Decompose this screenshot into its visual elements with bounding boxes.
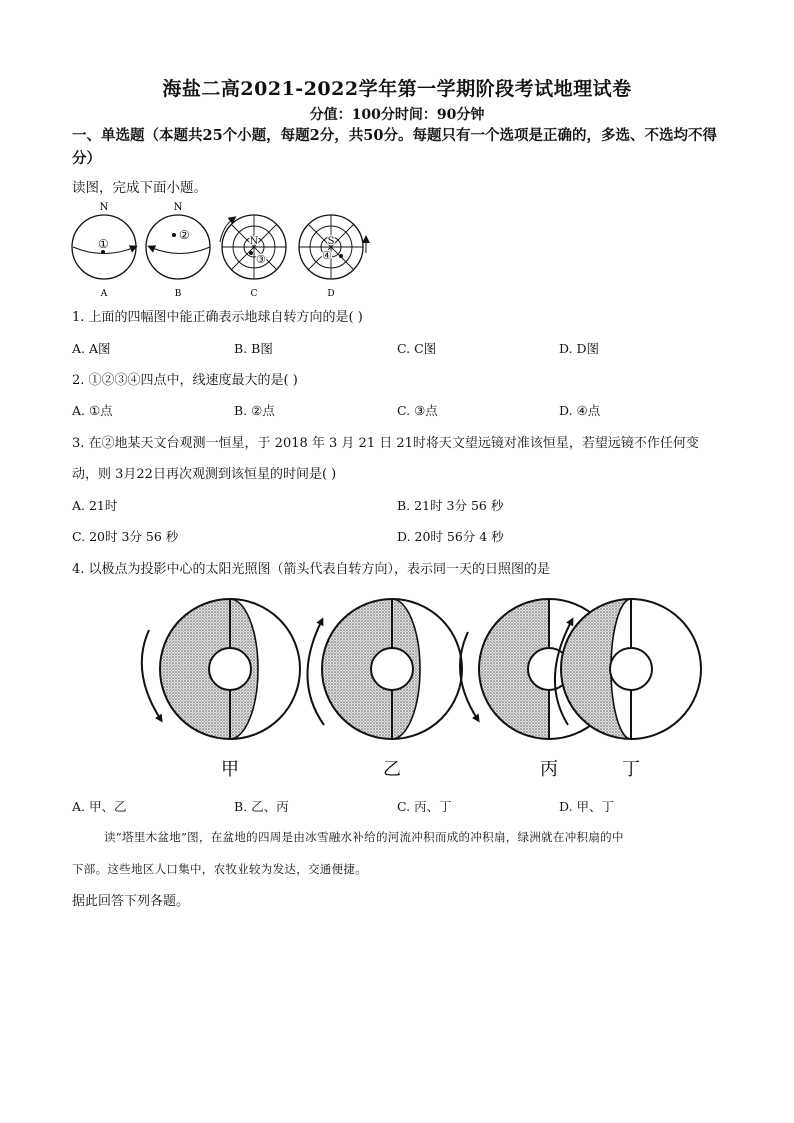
- diagram-b: [146, 202, 210, 299]
- question-3-line1: 3. 在②地某天文台观测一恒星，于 2018 年 3 月 21 日 21时将天文望远镜对准该恒星，若望远镜不作任何变: [72, 436, 699, 451]
- q4-option-c[interactable]: C. 丙、丁: [397, 799, 452, 814]
- diagram-caption: A: [100, 289, 108, 299]
- passage-line2: 下部。这些地区人口集中，农牧业较为发达，交通便捷。: [72, 862, 367, 876]
- diagram-caption: D: [327, 289, 335, 299]
- q1-option-b[interactable]: B. B图: [234, 341, 273, 356]
- point-label: ④: [322, 249, 332, 262]
- rotation-arrow-icon: [142, 630, 161, 720]
- q2-option-c[interactable]: C. ③点: [397, 403, 438, 418]
- rotation-figure: [60, 196, 400, 304]
- q3-option-b[interactable]: B. 21时 3分 56 秒: [397, 498, 504, 513]
- diagram-c: [220, 215, 286, 299]
- q4-option-b[interactable]: B. 乙、丙: [234, 799, 289, 814]
- q2-option-b[interactable]: B. ②点: [234, 403, 275, 418]
- diagram-label: 丙: [540, 759, 558, 780]
- q4-option-a[interactable]: A. 甲、乙: [72, 799, 127, 814]
- north-label: N: [173, 202, 183, 213]
- read-intro: 读图，完成下面小题。: [72, 180, 207, 196]
- diagram-d: [299, 215, 366, 299]
- pole-label: S: [327, 236, 335, 247]
- section-heading: 一、单选题（本题共25个小题，每题2分，共50分。每题只有一个选项是正确的，多选、不选均不得分）: [72, 127, 717, 167]
- q2-option-a[interactable]: A. ①点: [72, 403, 113, 418]
- q3-option-c[interactable]: C. 20时 3分 56 秒: [72, 529, 179, 544]
- q4-option-d[interactable]: D. 甲、丁: [559, 799, 615, 814]
- north-label: N: [99, 202, 109, 213]
- diagram-a: [72, 202, 136, 299]
- diagram-label: 丁: [622, 759, 640, 780]
- point-label: ②: [179, 228, 190, 242]
- question-3-line2: 动，则 3月22日再次观测到该恒星的时间是( ): [72, 467, 337, 482]
- q1-option-a[interactable]: A. A图: [72, 341, 111, 356]
- q3-option-d[interactable]: D. 20时 56分 4 秒: [397, 529, 504, 544]
- question-2: 2. ①②③④四点中，线速度最大的是( ): [72, 373, 298, 388]
- q1-option-c[interactable]: C. C图: [397, 341, 437, 356]
- score-time-subtitle: 分值：100分时间：90分钟: [309, 107, 485, 123]
- question-4: 4. 以极点为投影中心的太阳光照图（箭头代表自转方向），表示同一天的日照图的是: [72, 562, 551, 577]
- diagram-caption: C: [250, 289, 258, 299]
- q1-option-d[interactable]: D. D图: [559, 341, 600, 356]
- q2-option-d[interactable]: D. ④点: [559, 403, 601, 418]
- rotation-arrow-icon: [150, 247, 210, 254]
- rotation-arrow-icon: [460, 632, 478, 720]
- passage-followup: 据此回答下列各题。: [72, 894, 190, 909]
- diagram-label: 甲: [221, 759, 239, 780]
- question-1: 1. 上面的四幅图中能正确表示地球自转方向的是( ): [72, 310, 363, 325]
- point-label: ①: [98, 237, 109, 251]
- point-label: ③: [256, 253, 266, 266]
- diagram-yi: [307, 599, 462, 780]
- diagram-caption: B: [174, 289, 182, 299]
- q3-option-a[interactable]: A. 21时: [72, 498, 118, 513]
- diagram-ding-body: [555, 599, 701, 780]
- diagram-label: 乙: [383, 759, 401, 780]
- diagram-jia: [142, 599, 300, 780]
- passage-line1: 读“塔里木盆地”图，在盆地的四周是由冰雪融水补给的河流冲积而成的冲积扇，绿洲就在冲积扇的中: [104, 830, 624, 844]
- pole-label: N: [249, 236, 259, 247]
- page-title: 海盐二高2021-2022学年第一学期阶段考试地理试卷: [162, 78, 632, 100]
- polar-illumination-figure-ding: [540, 590, 730, 790]
